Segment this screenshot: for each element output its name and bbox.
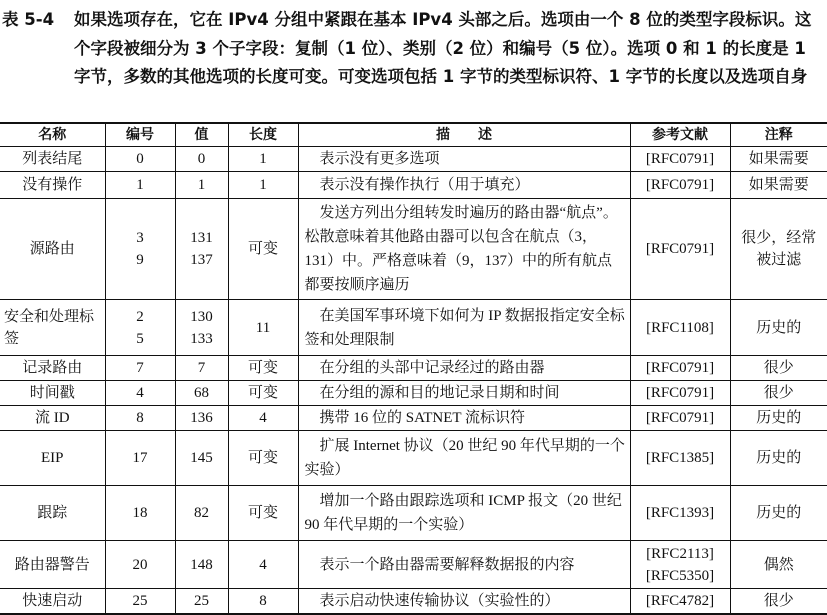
cell-note: 很少 <box>730 589 827 615</box>
cell-name: 源路由 <box>0 199 105 300</box>
cell-length: 可变 <box>228 356 298 381</box>
cell-name: 时间戳 <box>0 381 105 406</box>
cell-name: 记录路由 <box>0 356 105 381</box>
cell-desc: 表示启动快速传输协议（实验性的） <box>298 589 630 615</box>
cell-desc: 在美国军事环境下如何为 IP 数据报指定安全标签和处理限制 <box>298 300 630 356</box>
cell-ref: [RFC1108] <box>630 300 730 356</box>
cell-note: 很少，经常被过滤 <box>730 199 827 300</box>
cell-value: 1 <box>175 172 228 199</box>
table-row <box>0 172 827 199</box>
column-header: 注释 <box>730 123 827 147</box>
column-header: 名称 <box>0 123 105 147</box>
cell-desc: 表示没有更多选项 <box>298 147 630 172</box>
table-row <box>0 199 827 300</box>
cell-num: 4 <box>105 381 175 406</box>
cell-num: 0 <box>105 147 175 172</box>
cell-value: 25 <box>175 589 228 615</box>
column-header: 长度 <box>228 123 298 147</box>
column-header: 值 <box>175 123 228 147</box>
cell-note: 历史的 <box>730 431 827 486</box>
cell-ref: [RFC1393] <box>630 486 730 541</box>
cell-length: 1 <box>228 172 298 199</box>
cell-value: 0 <box>175 147 228 172</box>
cell-length: 可变 <box>228 199 298 300</box>
cell-name: 列表结尾 <box>0 147 105 172</box>
cell-note: 偶然 <box>730 541 827 589</box>
cell-note: 很少 <box>730 356 827 381</box>
cell-desc: 表示没有操作执行（用于填充） <box>298 172 630 199</box>
cell-ref: [RFC1385] <box>630 431 730 486</box>
cell-value: 7 <box>175 356 228 381</box>
cell-name: 安全和处理标签 <box>0 300 105 356</box>
cell-name: 跟踪 <box>0 486 105 541</box>
cell-length: 4 <box>228 406 298 431</box>
table-row <box>0 589 827 615</box>
cell-note: 历史的 <box>730 486 827 541</box>
ip-options-table <box>0 122 827 615</box>
cell-note: 历史的 <box>730 300 827 356</box>
cell-ref: [RFC0791] <box>630 147 730 172</box>
cell-length: 可变 <box>228 431 298 486</box>
cell-length: 4 <box>228 541 298 589</box>
cell-num: 17 <box>105 431 175 486</box>
cell-value: 82 <box>175 486 228 541</box>
cell-num: 20 <box>105 541 175 589</box>
cell-name: 没有操作 <box>0 172 105 199</box>
cell-desc: 发送方列出分组转发时遍历的路由器“航点”。松散意味着其他路由器可以包含在航点（3，131）中。严格意味着（9，137）中的所有航点都要按顺序遍历 <box>298 199 630 300</box>
cell-desc: 在分组的源和目的地记录日期和时间 <box>298 381 630 406</box>
table-row <box>0 381 827 406</box>
cell-desc: 增加一个路由跟踪选项和 ICMP 报文（20 世纪 90 年代早期的一个实验） <box>298 486 630 541</box>
cell-note: 如果需要 <box>730 172 827 199</box>
cell-desc: 扩展 Internet 协议（20 世纪 90 年代早期的一个实验） <box>298 431 630 486</box>
table-row <box>0 147 827 172</box>
column-header: 参考文献 <box>630 123 730 147</box>
cell-num: 8 <box>105 406 175 431</box>
column-header: 描 述 <box>298 123 630 147</box>
caption-text: 如果选项存在，它在 IPv4 分组中紧跟在基本 IPv4 头部之后。选项由一个 8 位的类型字段标识。这个字段被细分为 3 个子字段：复制（1 位）、类别（2 位）和编号（5 位）。选项 0 和 1 的长度是 1 字节，多数的其他选项的长度可变。可变选项包括 1 字节的类型标识符、1 字节的长度以及选项自身 <box>74 10 812 86</box>
cell-value: 148 <box>175 541 228 589</box>
cell-length: 8 <box>228 589 298 615</box>
table-row <box>0 406 827 431</box>
cell-num: 7 <box>105 356 175 381</box>
cell-name: 快速启动 <box>0 589 105 615</box>
cell-name: 路由器警告 <box>0 541 105 589</box>
cell-ref: [RFC0791] <box>630 381 730 406</box>
cell-length: 11 <box>228 300 298 356</box>
table-row <box>0 431 827 486</box>
cell-note: 历史的 <box>730 406 827 431</box>
table-caption <box>0 6 827 92</box>
cell-value: 130 133 <box>175 300 228 356</box>
cell-ref: [RFC0791] <box>630 406 730 431</box>
cell-desc: 表示一个路由器需要解释数据报的内容 <box>298 541 630 589</box>
cell-desc: 携带 16 位的 SATNET 流标识符 <box>298 406 630 431</box>
cell-num: 18 <box>105 486 175 541</box>
cell-value: 68 <box>175 381 228 406</box>
cell-ref: [RFC0791] <box>630 199 730 300</box>
cell-value: 136 <box>175 406 228 431</box>
table-body <box>0 147 827 615</box>
cell-num: 2 5 <box>105 300 175 356</box>
cell-value: 131 137 <box>175 199 228 300</box>
cell-value: 145 <box>175 431 228 486</box>
cell-length: 1 <box>228 147 298 172</box>
cell-note: 很少 <box>730 381 827 406</box>
cell-desc: 在分组的头部中记录经过的路由器 <box>298 356 630 381</box>
cell-ref: [RFC0791] <box>630 356 730 381</box>
cell-note: 如果需要 <box>730 147 827 172</box>
cell-num: 25 <box>105 589 175 615</box>
table-header-row <box>0 123 827 147</box>
cell-name: EIP <box>0 431 105 486</box>
cell-num: 3 9 <box>105 199 175 300</box>
column-header: 编号 <box>105 123 175 147</box>
table-row <box>0 356 827 381</box>
table-row <box>0 486 827 541</box>
cell-ref: [RFC0791] <box>630 172 730 199</box>
cell-length: 可变 <box>228 381 298 406</box>
cell-name: 流 ID <box>0 406 105 431</box>
cell-ref: [RFC4782] <box>630 589 730 615</box>
cell-length: 可变 <box>228 486 298 541</box>
cell-num: 1 <box>105 172 175 199</box>
table-row <box>0 300 827 356</box>
cell-ref: [RFC2113] [RFC5350] <box>630 541 730 589</box>
caption-label: 表 5-4 <box>2 10 55 29</box>
table-row <box>0 541 827 589</box>
